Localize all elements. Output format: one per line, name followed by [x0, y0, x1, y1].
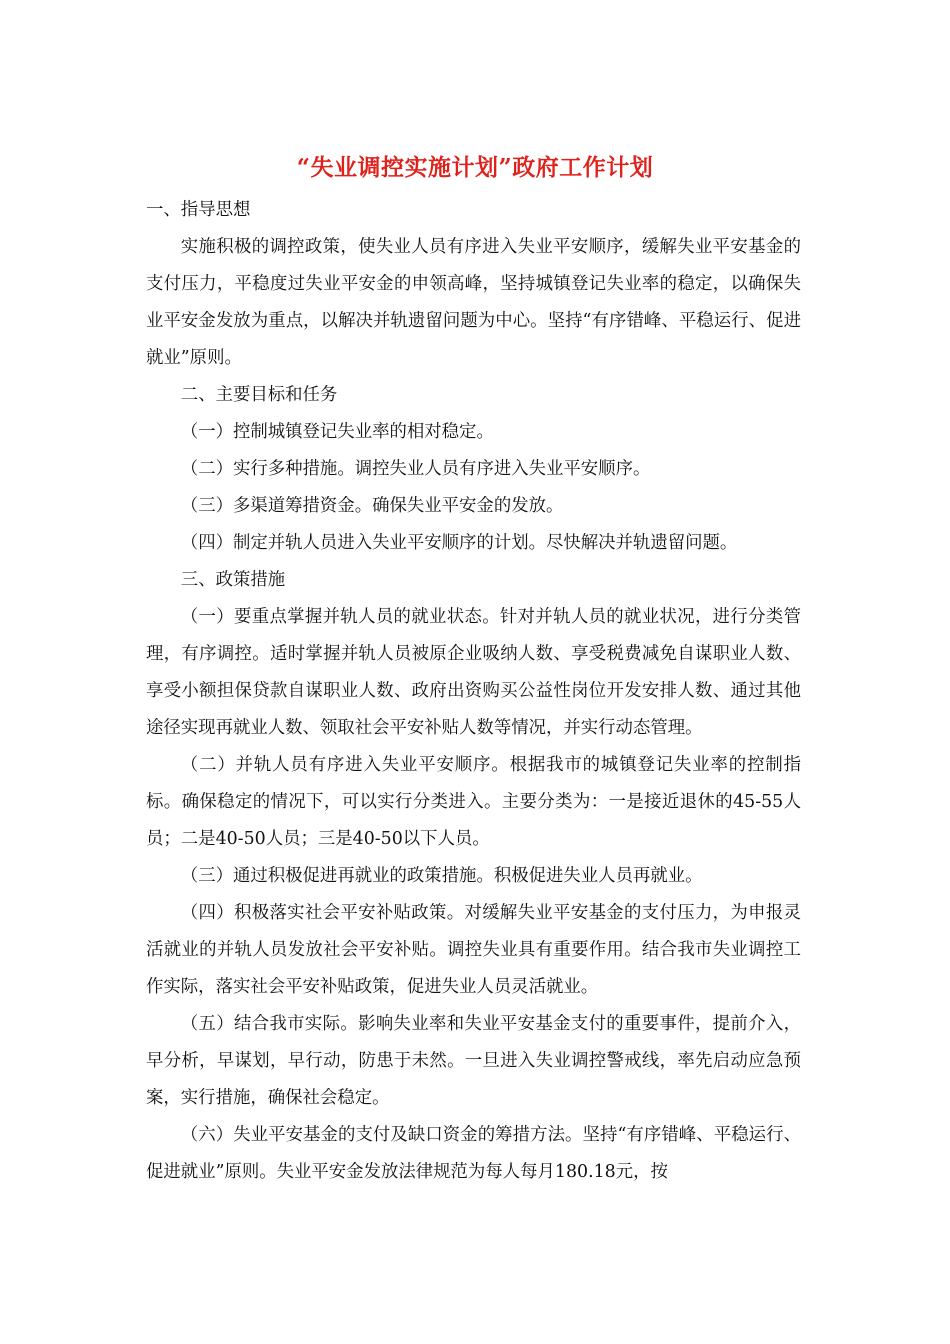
goal-item-2: （二）实行多种措施。调控失业人员有序进入失业平安顺序。 [180, 459, 651, 479]
measure-item-3: （三）通过积极促进再就业的政策措施。积极促进失业人员再就业。 [180, 866, 703, 886]
measure-item-4: （四）积极落实社会平安补贴政策。对缓解失业平安基金的支付压力，为申报灵活就业的并轨人员发放社会平安补贴。调控失业具有重要作用。结合我市失业调控工作实际，落实社会平安补贴政策，促进失业人员灵活就业。 [146, 903, 801, 997]
goal-item-1: （一）控制城镇登记失业率的相对稳定。 [180, 422, 494, 442]
measure-item-2: （二）并轨人员有序进入失业平安顺序。根据我市的城镇登记失业率的控制指标。确保稳定的情况下，可以实行分类进入。主要分类为：一是接近退休的45-55人员；二是40-50人员；三是40-50以下人员。 [146, 755, 801, 849]
goal-item-4: （四）制定并轨人员进入失业平安顺序的计划。尽快解决并轨遗留问题。 [180, 533, 738, 553]
goal-item-3: （三）多渠道筹措资金。确保失业平安金的发放。 [180, 496, 564, 516]
document-title: “失业调控实施计划”政府工作计划 [296, 154, 654, 181]
measure-item-1: （一）要重点掌握并轨人员的就业状态。针对并轨人员的就业状况，进行分类管理，有序调控。适时掌握并轨人员被原企业吸纳人数、享受税费减免自谋职业人数、享受小额担保贷款自谋职业人数、政府出资购买公益性岗位开发安排人数、通过其他途径实现再就业人数、领取社会平安补贴人数等情况，并实行动态管理。 [146, 607, 801, 738]
paragraph-guiding-thought: 实施积极的调控政策，使失业人员有序进入失业平安顺序，缓解失业平安基金的支付压力，平稳度过失业平安金的申领高峰，坚持城镇登记失业率的稳定，以确保失业平安金发放为重点，以解决并轨遗留问题为中心。坚持“有序错峰、平稳运行、促进就业”原则。 [146, 237, 801, 368]
measure-item-6: （六）失业平安基金的支付及缺口资金的筹措方法。坚持“有序错峰、平稳运行、促进就业”原则。失业平安金发放法律规范为每人每月180.18元，按 [146, 1125, 801, 1182]
section-heading-3: 三、政策措施 [180, 570, 286, 590]
section-heading-2: 二、主要目标和任务 [180, 385, 338, 405]
document-body [146, 192, 801, 1191]
measure-item-5: （五）结合我市实际。影响失业率和失业平安基金支付的重要事件，提前介入，早分析，早谋划，早行动，防患于未然。一旦进入失业调控警戒线，率先启动应急预案，实行措施，确保社会稳定。 [146, 1014, 801, 1108]
section-heading-1: 一、指导思想 [146, 200, 251, 220]
